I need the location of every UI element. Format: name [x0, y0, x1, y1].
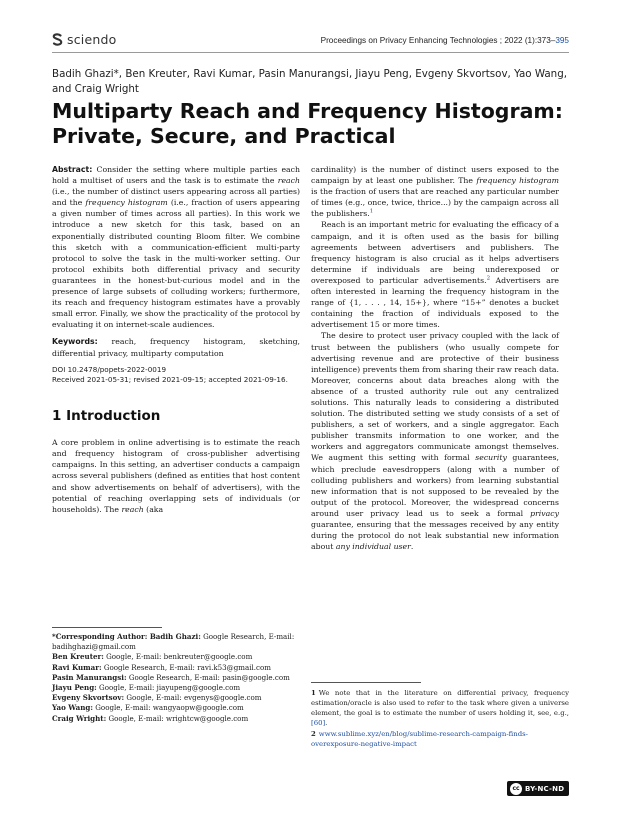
received-dates: Received 2021-05-31; revised 2021-09-15; accepted 2021-09-16. [52, 374, 288, 384]
keywords-label: Keywords: [52, 337, 98, 347]
body-paragraph: The desire to protect user privacy coupled with the lack of trust between the publishers (who usually compete for advertising revenue and are protective of their business intelligence) prevents them from sharing their raw reach data. Moreover, concerns about data breaches along with the absence of a trusted authority rule out any centralized solutions. This naturally leads to considering a distributed solution. The distributed setting we study consists of a set of publishers, a set of workers, and a single aggregator. Each publisher transmits information to one worker, and the workers and aggregators communicate amongst themselves. We augment this setting with formal security guarantees, which preclude eavesdroppers (along with a number of colluding publishers and workers) from learning substantial new information that is not supposed to be revealed by the output of the protocol. Moreover, the widespread concerns around user privacy lead us to seek a formal privacy guarantee, ensuring that the messages received by any entity during the protocol do not leak substantial new information about any individual user. [311, 331, 559, 552]
journal-citation [321, 36, 569, 45]
affiliation-item: Yao Wang: Google, E-mail: wangyaopw@google.com [52, 703, 244, 713]
footnotes [311, 688, 569, 750]
keywords: Keywords: reach, frequency histogram, sketching, differential privacy, multiparty computation [52, 337, 300, 358]
abstract: Abstract: Consider the setting where multiple parties each hold a multiset of users and the task is to estimate the reach (i.e., the number of distinct users appearing across all parties) and the frequency histogram (i.e., fraction of users appearing a given number of times across all parties). In this work we introduce a new sketch for this task, based on an exponentially distributed counting Bloom filter. We combine this sketch with a communication-efficient multi-party protocol to solve the task in the multi-worker setting. Our protocol exhibits both differential privacy and security guarantees in the honest-but-curious model and in the presence of large subsets of colluding workers; furthermore, its reach and frequency histogram estimates have a provably small error. Finally, we show the practicality of the protocol by evaluating it on internet-scale audiences. [52, 165, 300, 330]
cc-license-badge[interactable] [507, 781, 569, 796]
header-divider [52, 52, 569, 53]
affiliation-item: Pasin Manurangsi: Google Research, E-mail: pasin@google.com [52, 672, 290, 682]
affiliations [52, 632, 302, 724]
affiliation-item: Ben Kreuter: Google, E-mail: benkreuter@google.com [52, 652, 253, 662]
section-heading-introduction: 1 Introduction [52, 408, 161, 425]
intro-paragraph: A core problem in online advertising is to estimate the reach and frequency histogram of cross-publisher advertising campaigns. In this setting, an advertiser conducts a campaign across several publishers (defined as entities that host content and show advertisements on behalf of advertisers), with the potential of reaching overlapping sets of individuals (or households). The reach (aka [52, 438, 300, 514]
right-column [311, 164, 559, 552]
affiliation-item: Evgeny Skvortsov: Google, E-mail: evgenys@google.com [52, 693, 262, 703]
affiliation-item: *Corresponding Author: Badih Ghazi: Google Research, E-mail: badihghazi@gmail.com [52, 632, 295, 652]
page-header [52, 30, 569, 50]
left-column [52, 164, 300, 515]
affiliation-item: Craig Wright: Google, E-mail: wrightcw@google.com [52, 713, 249, 723]
abstract-label: Abstract: [52, 165, 93, 174]
paper-title: Multiparty Reach and Frequency Histogram: Private, Secure, and Practical [52, 99, 563, 148]
journal-name: Proceedings on Privacy Enhancing Technologies ; 2022 (1):373– [320, 36, 556, 45]
journal-pages-link[interactable]: 395 [555, 36, 569, 45]
creative-commons-icon: cc [510, 783, 522, 795]
affiliation-item: Jiayu Peng: Google, E-mail: jiayupeng@google.com [52, 683, 241, 693]
footnote-ref-1[interactable]: 1 [369, 208, 374, 215]
affiliation-item: Ravi Kumar: Google Research, E-mail: ravi.k53@gmail.com [52, 662, 272, 672]
sciendo-logo-icon [52, 33, 63, 46]
footnote-ref-2[interactable]: 2 [486, 275, 491, 282]
author-list: Badih Ghazi*, Ben Kreuter, Ravi Kumar, Pasin Manurangsi, Jiayu Peng, Evgeny Skvortsov, Yao Wang, and Craig Wright [52, 68, 568, 95]
citation-link[interactable]: [60] [311, 719, 326, 727]
logo-text: sciendo [67, 32, 117, 47]
footnote-1: 1 We note that in the literature on differential privacy, frequency estimation/oracle is also used to refer to the task where given a universe element, the goal is to estimate the number of users holding it, see, e.g., [60]. [311, 689, 569, 727]
doi: DOI 10.2478/popets-2022-0019 [52, 364, 167, 374]
publisher-logo [52, 32, 116, 47]
body-paragraph: cardinality) is the number of distinct users exposed to the campaign by at least one publisher. The frequency histogram is the fraction of users that are reached any particular number of times (e.g., once, twice, thrice...) by the campaign across all the publishers.$^1$ [311, 165, 559, 219]
footnote-url-link[interactable]: www.sublime.xyz/en/blog/sublime-research-campaign-finds-overexposure-negative-impact [311, 730, 528, 748]
body-paragraph: Reach is an important metric for evaluating the efficacy of a campaign, and it is often used as the basis for billing agreements between advertisers and publishers. The frequency histogram is also crucial as it helps advertisers determine if individuals are being underexposed or overexposed to particular advertisements.$^2$ Advertisers are often interested in learning the frequency histogram in the range of {1, . . . , 14, 15+}, where “15+” denotes a bucket containing the fraction of individuals exposed to the advertisement 15 or more times. [311, 220, 559, 330]
affiliation-divider [52, 627, 162, 628]
license-text: BY-NC-ND [525, 784, 565, 793]
footnote-2: 2 www.sublime.xyz/en/blog/sublime-research-campaign-finds-overexposure-negative-impact [311, 730, 528, 748]
footnote-divider [311, 682, 421, 683]
